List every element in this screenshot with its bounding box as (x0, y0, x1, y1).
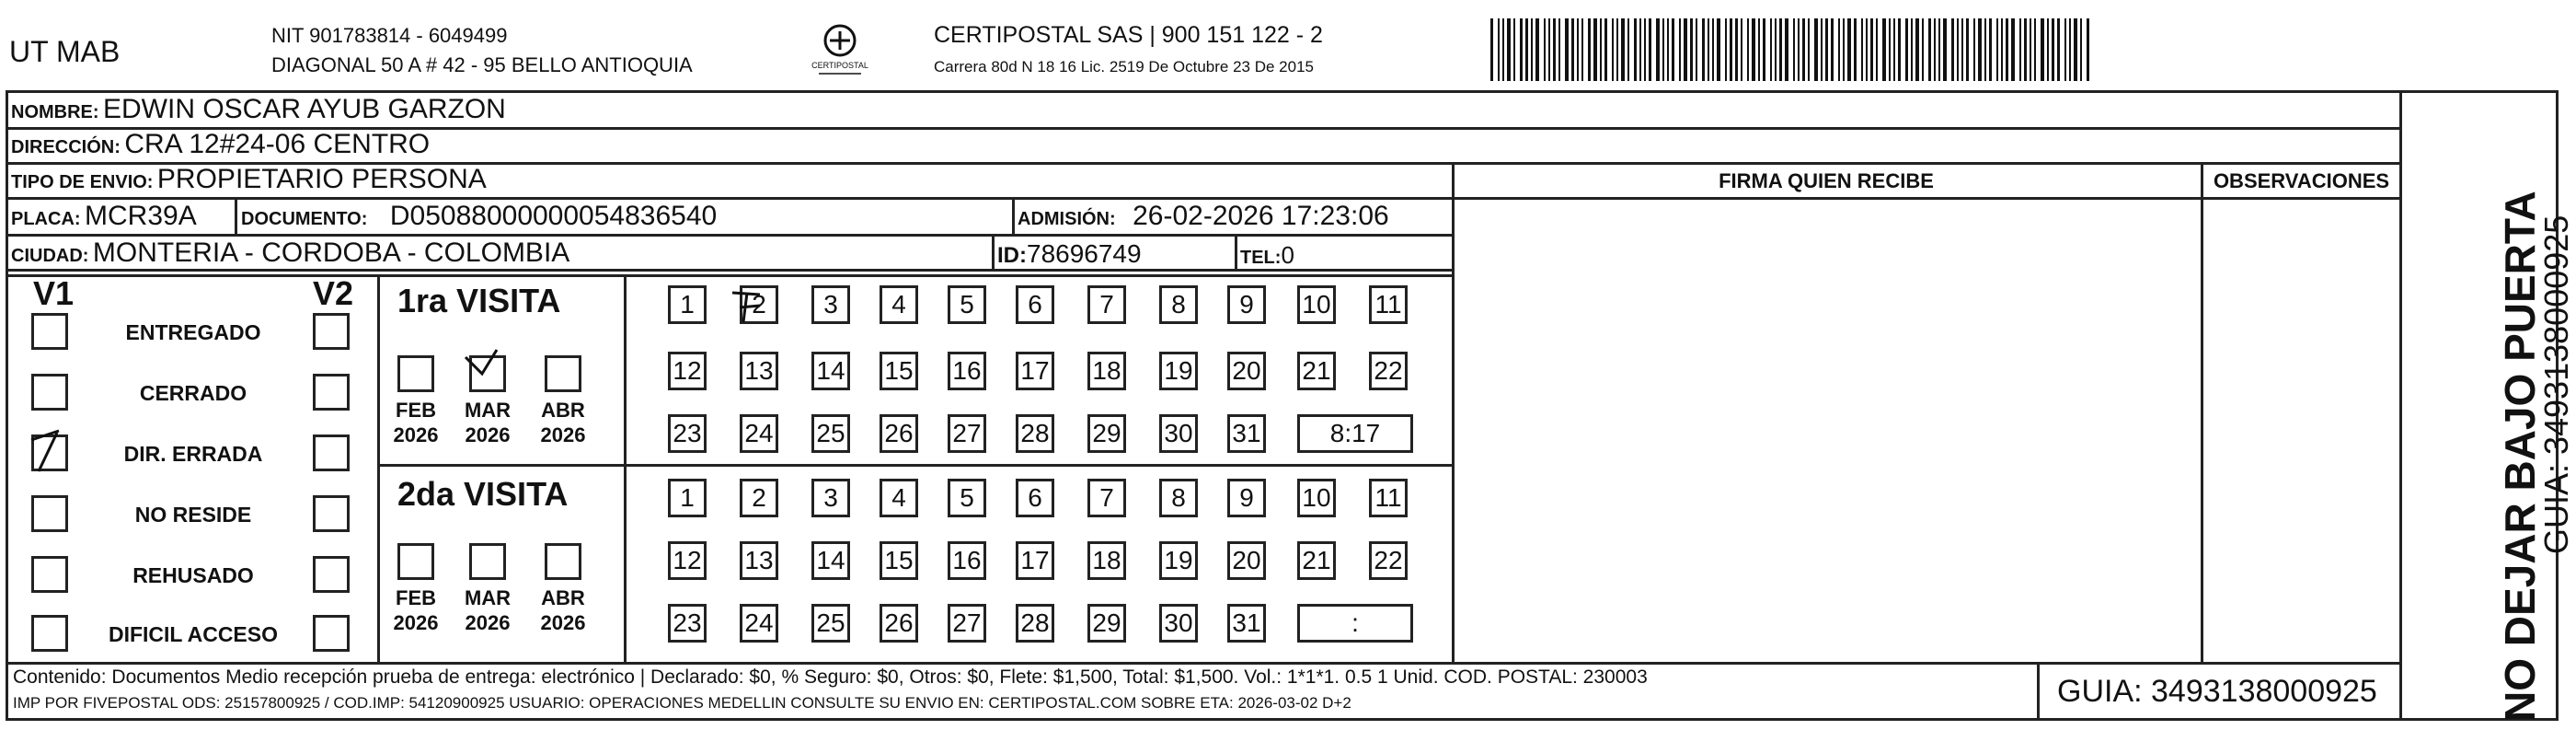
day-box[interactable]: 25 (811, 414, 850, 453)
barcode-bar (1847, 18, 1851, 81)
barcode-bar (1825, 18, 1828, 81)
day-box[interactable]: 2 (740, 479, 778, 517)
barcode-bar (1565, 18, 1569, 81)
barcode-bar (1831, 18, 1834, 81)
barcode-bar (1612, 18, 1614, 81)
tipo-row (11, 164, 487, 195)
id-value: 78696749 (1027, 239, 1142, 268)
barcode-bar (1989, 18, 1992, 81)
barcode-bar (1604, 18, 1607, 81)
day-box[interactable]: 14 (811, 541, 850, 580)
barcode-bar (1938, 18, 1940, 81)
status-label: DIR. ERRADA (123, 442, 263, 466)
barcode-bar (1934, 18, 1936, 81)
month-year: 2026 (393, 423, 439, 446)
barcode-bar (1621, 18, 1625, 81)
ciudad-row (11, 237, 569, 269)
carrier-name: CERTIPOSTAL SAS | 900 151 122 - 2 (934, 22, 1323, 48)
day-box[interactable]: 2 (740, 285, 778, 324)
documento-value: D05088000000054836540 (389, 201, 718, 231)
barcode-bar (2030, 18, 2031, 81)
barcode-bar (1876, 18, 1878, 81)
barcode-bar (1915, 18, 1919, 81)
barcode-bar (1973, 18, 1975, 81)
day-box[interactable]: 14 (811, 352, 850, 390)
placa-label: PLACA: (11, 209, 81, 229)
barcode-bar (1957, 18, 1959, 81)
documento-row (241, 201, 717, 232)
status-label: REHUSADO (132, 563, 254, 587)
v1-checkbox[interactable] (31, 495, 68, 532)
day-box[interactable]: 8 (1159, 479, 1198, 517)
day-box[interactable]: 6 (1016, 285, 1054, 324)
day-box[interactable]: 28 (1016, 414, 1054, 453)
month-checkbox[interactable] (397, 355, 434, 392)
barcode-bar (1928, 18, 1931, 81)
day-box[interactable]: 24 (740, 604, 778, 643)
month-name: ABR (541, 399, 585, 422)
day-box[interactable]: 18 (1087, 541, 1126, 580)
barcode-bar (1978, 18, 1982, 81)
barcode-bar (1802, 18, 1805, 81)
barcode-bar (1593, 18, 1597, 81)
barcode-bar (1558, 18, 1560, 81)
day-box[interactable]: 27 (948, 414, 986, 453)
barcode-bar (1649, 18, 1651, 81)
day-box[interactable]: 9 (1227, 285, 1266, 324)
day-box[interactable]: 28 (1016, 604, 1054, 643)
v1-checkbox[interactable] (31, 313, 68, 350)
barcode-bar (1600, 18, 1602, 81)
day-box[interactable]: 21 (1297, 352, 1336, 390)
month-label (535, 585, 591, 635)
day-box[interactable]: 10 (1297, 479, 1336, 517)
day-box[interactable]: 19 (1159, 541, 1198, 580)
month-checkbox[interactable] (397, 543, 434, 580)
time-box[interactable]: 8:17 (1297, 414, 1413, 453)
barcode-bar (1943, 18, 1947, 81)
barcode-bar (2074, 18, 2077, 81)
day-box[interactable]: 15 (880, 352, 918, 390)
footer-content: Contenido: Documentos Medio recepción prueba de entrega: electrónico | Declarado: $0, % Seguro: $0, Otros: $0, Flete: $1,500, Total: $1,500. Vol.: 1*1*1. 0.5 1 Unid. COD. POSTAL: 230003 (13, 666, 1648, 688)
barcode-bar (1785, 18, 1788, 81)
v2-checkbox[interactable] (313, 434, 350, 471)
ciudad-value: MONTERIA - CORDOBA - COLOMBIA (92, 237, 570, 268)
status-label: DIFICIL ACCESO (108, 622, 278, 646)
barcode-bar (1861, 18, 1863, 81)
v1-checkbox[interactable] (31, 434, 68, 471)
v2-header: V2 (313, 274, 354, 312)
month-label (388, 398, 443, 447)
admision-label: ADMISIÓN: (1018, 209, 1116, 229)
barcode-bar (1535, 18, 1539, 81)
barcode-bar (1531, 18, 1533, 81)
ciudad-label: CIUDAD: (11, 246, 89, 266)
barcode-bar (1690, 18, 1693, 81)
v2-checkbox[interactable] (313, 495, 350, 532)
day-box[interactable]: 11 (1369, 285, 1408, 324)
nombre-row (11, 94, 506, 125)
barcode-bar (1898, 18, 1901, 81)
day-box[interactable]: 5 (948, 285, 986, 324)
month-name: FEB (396, 399, 436, 422)
barcode-bar (1577, 18, 1579, 81)
barcode-bar (1951, 18, 1954, 81)
v2-checkbox[interactable] (313, 615, 350, 652)
day-box[interactable]: 6 (1016, 479, 1054, 517)
barcode-bar (2087, 18, 2089, 81)
barcode-bar (2019, 18, 2021, 81)
day-box[interactable]: 22 (1369, 352, 1408, 390)
month-label (388, 585, 443, 635)
barcode-bar (1996, 18, 1998, 81)
barcode-bar (1644, 18, 1646, 81)
month-checkbox[interactable] (469, 355, 506, 392)
barcode-bar (1905, 18, 1908, 81)
day-box[interactable]: 31 (1227, 604, 1266, 643)
company-nit: NIT 901783814 - 6049499 (271, 24, 508, 47)
barcode-bar (1793, 18, 1795, 81)
day-box[interactable]: 7 (1087, 479, 1126, 517)
barcode-bar (1662, 18, 1664, 81)
barcode-bar (1798, 18, 1800, 81)
month-label (460, 585, 515, 635)
barcode-bar (1770, 18, 1772, 81)
day-box[interactable]: 12 (668, 541, 707, 580)
id-label: ID: (997, 243, 1027, 268)
barcode-bar (1966, 18, 1969, 81)
v1-checkbox[interactable] (31, 374, 68, 411)
barcode-bar (1490, 18, 1493, 81)
day-box[interactable]: 22 (1369, 541, 1408, 580)
barcode-bar (1639, 18, 1641, 81)
nombre-value: EDWIN OSCAR AYUB GARZON (103, 94, 506, 124)
day-box[interactable]: 4 (880, 285, 918, 324)
barcode-bar (1984, 18, 1986, 81)
month-name: MAR (464, 586, 512, 609)
barcode-bar (1507, 18, 1511, 81)
time-box[interactable]: : (1297, 604, 1413, 643)
barcode-bar (1838, 18, 1840, 81)
tel-label: TEL: (1240, 248, 1282, 268)
month-name: ABR (541, 586, 585, 609)
day-box[interactable]: 3 (811, 479, 850, 517)
month-label (535, 398, 591, 447)
month-name: FEB (396, 586, 436, 609)
barcode-bar (1634, 18, 1637, 81)
barcode-bar (1525, 18, 1528, 81)
tel-value: 0 (1281, 241, 1294, 269)
v1-checkbox[interactable] (31, 556, 68, 593)
day-box[interactable]: 20 (1227, 352, 1266, 390)
barcode-bar (1656, 18, 1660, 81)
month-checkbox[interactable] (545, 355, 581, 392)
day-box[interactable]: 16 (948, 541, 986, 580)
day-box[interactable]: 7 (1087, 285, 1126, 324)
day-box[interactable]: 15 (880, 541, 918, 580)
company-address: DIAGONAL 50 A # 42 - 95 BELLO ANTIOQUIA (271, 53, 693, 76)
month-name: MAR (464, 399, 512, 422)
barcode-bar (1667, 18, 1669, 81)
day-box[interactable]: 16 (948, 352, 986, 390)
company-name: UT MAB (9, 35, 121, 68)
side-label (2403, 90, 2575, 722)
day-box[interactable]: 8 (1159, 285, 1198, 324)
day-box[interactable]: 13 (740, 541, 778, 580)
barcode-bar (1672, 18, 1674, 81)
barcode-bar (1712, 18, 1714, 81)
barcode-bar (1889, 18, 1891, 81)
month-checkbox[interactable] (469, 543, 506, 580)
barcode-bar (1553, 18, 1556, 81)
barcode-bar (1627, 18, 1629, 81)
barcode-bar (2034, 18, 2036, 81)
v2-checkbox[interactable] (313, 313, 350, 350)
barcode-bar (1571, 18, 1574, 81)
barcode-bar (1870, 18, 1873, 81)
barcode-bar (1548, 18, 1550, 81)
month-year: 2026 (465, 611, 511, 634)
visit1-title: 1ra VISITA (397, 282, 561, 319)
direccion-value: CRA 12#24-06 CENTRO (124, 129, 431, 159)
placa-value: MCR39A (85, 201, 197, 231)
barcode-bar (1961, 18, 1963, 81)
barcode-bar (1513, 18, 1515, 81)
day-box[interactable]: 30 (1159, 604, 1198, 643)
day-box[interactable]: 27 (948, 604, 986, 643)
barcode-bar (1911, 18, 1913, 81)
barcode-bar (1544, 18, 1546, 81)
day-box[interactable]: 10 (1297, 285, 1336, 324)
barcode-bar (1893, 18, 1895, 81)
nombre-label: NOMBRE: (11, 102, 99, 122)
barcode-bar (1763, 18, 1765, 81)
day-box[interactable]: 17 (1016, 352, 1054, 390)
barcode-bar (1684, 18, 1687, 81)
v2-checkbox[interactable] (313, 556, 350, 593)
day-box[interactable]: 5 (948, 479, 986, 517)
day-box[interactable]: 24 (740, 414, 778, 453)
month-year: 2026 (465, 423, 511, 446)
v1-header: V1 (33, 274, 75, 312)
barcode-bar (1616, 18, 1618, 81)
barcode-bar (1498, 18, 1500, 81)
admision-row (1018, 201, 1389, 232)
barcode-bar (1725, 18, 1727, 81)
barcode-bar (2024, 18, 2027, 81)
barcode-bar (2080, 18, 2082, 81)
certipostal-logo (808, 20, 872, 85)
day-box[interactable]: 29 (1087, 414, 1126, 453)
month-year: 2026 (540, 611, 586, 634)
id-row (997, 239, 1142, 269)
barcode-bar (2057, 18, 2060, 81)
day-box[interactable]: 19 (1159, 352, 1198, 390)
barcode-bar (1866, 18, 1868, 81)
month-label (460, 398, 515, 447)
barcode-bar (2069, 18, 2071, 81)
day-box[interactable]: 18 (1087, 352, 1126, 390)
barcode-bar (2001, 18, 2003, 81)
barcode-bar (1775, 18, 1777, 81)
barcode-bar (1735, 18, 1738, 81)
status-label: NO RESIDE (134, 503, 252, 527)
barcode-bar (1922, 18, 1924, 81)
barcode-bar (1717, 18, 1720, 81)
day-box[interactable]: 26 (880, 604, 918, 643)
side-guia: GUIA: 3493138000925 (2537, 214, 2575, 554)
documento-label: DOCUMENTO: (241, 209, 368, 229)
day-box[interactable]: 20 (1227, 541, 1266, 580)
barcode-bar (1581, 18, 1583, 81)
visit2-title: 2da VISITA (397, 475, 569, 513)
barcode-bar (2052, 18, 2054, 81)
day-box[interactable]: 26 (880, 414, 918, 453)
barcode-bar (1821, 18, 1823, 81)
barcode-bar (1730, 18, 1732, 81)
day-box[interactable]: 3 (811, 285, 850, 324)
barcode-bar (1702, 18, 1705, 81)
tipo-label: TIPO DE ENVIO: (11, 172, 154, 192)
barcode-bar (1843, 18, 1845, 81)
day-box[interactable]: 1 (668, 479, 707, 517)
barcode-bar (1779, 18, 1782, 81)
barcode-bar (2064, 18, 2066, 81)
firma-header: FIRMA QUIEN RECIBE (1719, 169, 1934, 192)
day-box[interactable]: 12 (668, 352, 707, 390)
barcode-bar (1758, 18, 1760, 81)
day-box[interactable]: 25 (811, 604, 850, 643)
barcode-bar (1854, 18, 1857, 81)
footer-print-info: IMP POR FIVEPOSTAL ODS: 25157800925 / COD.IMP: 54120900925 USUARIO: OPERACIONES MEDELLIN CONSULTE SU ENVIO EN: CERTIPOSTAL.COM SOBRE ETA: 2026-03-02 D+2 (13, 694, 1351, 712)
month-checkbox[interactable] (545, 543, 581, 580)
barcode-bar (2011, 18, 2015, 81)
tipo-value: PROPIETARIO PERSONA (156, 164, 487, 194)
day-box[interactable]: 13 (740, 352, 778, 390)
carrier-address: Carrera 80d N 18 16 Lic. 2519 De Octubre 23 De 2015 (934, 58, 1314, 75)
admision-value: 26-02-2026 17:23:06 (1133, 201, 1389, 231)
barcode (1490, 18, 2092, 81)
placa-row (11, 201, 197, 232)
day-box[interactable]: 21 (1297, 541, 1336, 580)
barcode-bar (1588, 18, 1591, 81)
status-label: ENTREGADO (125, 320, 261, 344)
observaciones-header: OBSERVACIONES (2213, 169, 2390, 192)
barcode-bar (1747, 18, 1749, 81)
barcode-bar (1808, 18, 1810, 81)
day-box[interactable]: 31 (1227, 414, 1266, 453)
month-year: 2026 (540, 423, 586, 446)
barcode-bar (2006, 18, 2008, 81)
month-year: 2026 (393, 611, 439, 634)
logo-icon (808, 20, 872, 85)
day-box[interactable]: 4 (880, 479, 918, 517)
barcode-bar (2047, 18, 2049, 81)
v1-checkbox[interactable] (31, 615, 68, 652)
day-box[interactable]: 17 (1016, 541, 1054, 580)
barcode-bar (1696, 18, 1697, 81)
barcode-bar (1882, 18, 1886, 81)
tel-row (1240, 241, 1294, 270)
barcode-bar (1679, 18, 1681, 81)
side-warning: NO DEJAR BAJO PUERTA (2496, 191, 2544, 722)
direccion-label: DIRECCIÓN: (11, 137, 121, 157)
day-box[interactable]: 30 (1159, 414, 1198, 453)
day-box[interactable]: 11 (1369, 479, 1408, 517)
barcode-bar (1741, 18, 1742, 81)
barcode-bar (1502, 18, 1504, 81)
day-box[interactable]: 23 (668, 414, 707, 453)
direccion-row (11, 129, 430, 160)
footer-guia: GUIA: 3493138000925 (2057, 674, 2377, 709)
barcode-bar (1708, 18, 1709, 81)
barcode-bar (1520, 18, 1523, 81)
v2-checkbox[interactable] (313, 374, 350, 411)
day-box[interactable]: 23 (668, 604, 707, 643)
status-label: CERRADO (139, 381, 247, 405)
barcode-bar (2041, 18, 2044, 81)
day-box[interactable]: 9 (1227, 479, 1266, 517)
day-box[interactable]: 29 (1087, 604, 1126, 643)
barcode-bar (1814, 18, 1818, 81)
day-box[interactable]: 1 (668, 285, 707, 324)
barcode-bar (1752, 18, 1755, 81)
svg-text:CERTIPOSTAL: CERTIPOSTAL (811, 61, 868, 70)
